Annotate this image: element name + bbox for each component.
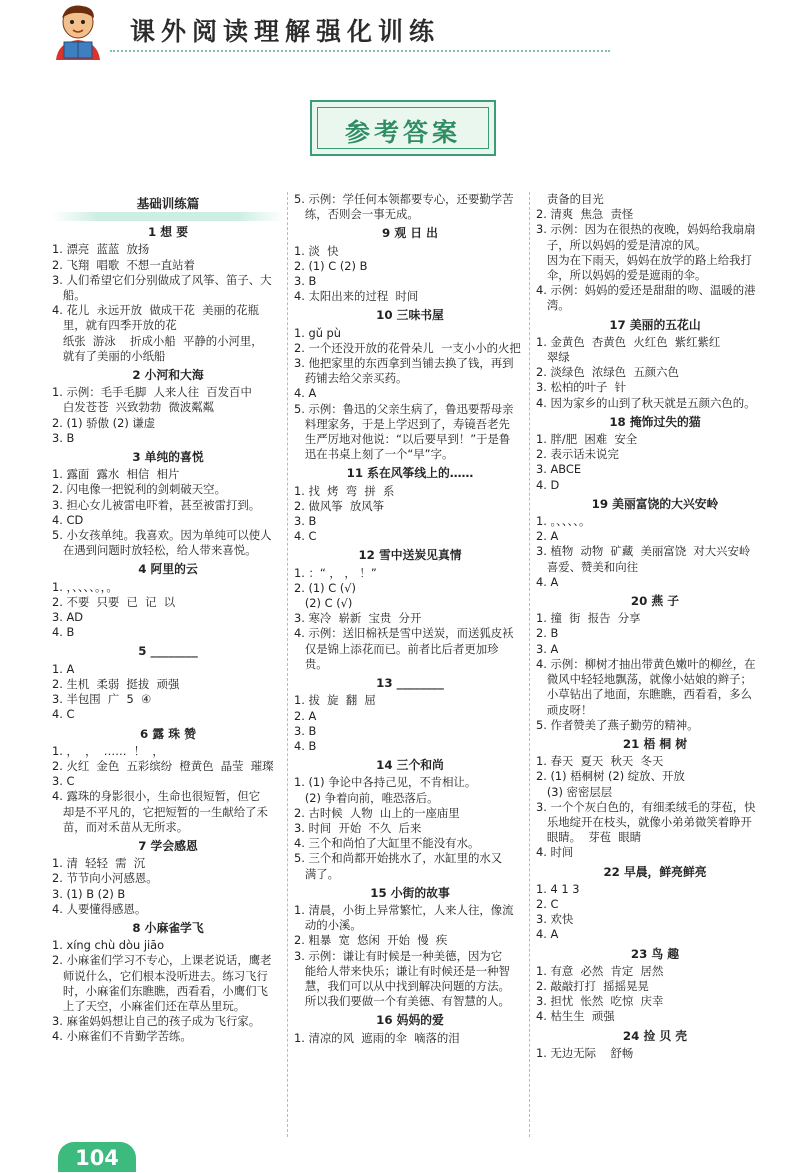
answer-line: 1. 有意 必然 肯定 居然 (536, 963, 664, 978)
answer-line: 4. CD (52, 512, 84, 527)
answer-line: 5. 示例：鲁迅的父亲生病了，鲁迅要帮母亲 (294, 401, 514, 416)
lesson-heading: 24 捡 贝 壳 (622, 1028, 688, 1043)
lesson-heading: 8 小麻雀学飞 (132, 920, 204, 935)
answer-line: 2. 敲敲打打 摇摇晃晃 (536, 978, 649, 993)
answer-line: 2. 生机 柔弱 挺拔 顽强 (52, 676, 180, 691)
lesson-heading: 11 系在风筝线上的…… (346, 466, 474, 481)
answer-line: 1. 金黄色 杏黄色 火红色 紫红紫红 (536, 334, 721, 349)
answer-line: 料理家务，于是上学迟到了，寿镜吾老先 (294, 416, 510, 431)
answer-line: 2. (1) 梧桐树 (2) 绽放、开放 (536, 769, 685, 784)
lesson-heading: 21 梧 桐 树 (622, 736, 688, 751)
answer-line: 2. 淡绿色 浓绿色 五颜六色 (536, 365, 679, 380)
lesson-heading: 7 学会感恩 (138, 838, 198, 853)
answer-line: 师说什么，它们根本没听进去。练习飞行 (52, 968, 268, 983)
answer-line: 船。 (52, 288, 86, 303)
answer-line: 4. 太阳出来的过程 时间 (294, 289, 419, 304)
answer-line: 4. A (536, 927, 559, 942)
answer-line: 药铺去给父亲买药。 (294, 371, 408, 386)
answer-line: (2) 争着向前，唯恐落后。 (294, 790, 439, 805)
answer-line: 贵。 (294, 656, 328, 671)
answer-line: 2. C (536, 896, 559, 911)
answer-line: 2. 飞翔 唱歌 不想一直站着 (52, 257, 195, 272)
lesson-heading: 17 美丽的五花山 (609, 317, 701, 332)
answer-line: 1. (1) 争论中各持己见，不肯相让。 (294, 775, 477, 790)
lesson-heading: 9 观 日 出 (382, 226, 438, 241)
answer-line: 2. 表示话未说完 (536, 447, 619, 462)
answer-line: 纸张 游泳 折成小船 平静的小河里， (52, 333, 263, 348)
answer-line: 上了天空，小麻雀们还在草丛里玩。 (52, 998, 246, 1013)
answer-line: 3. 麻雀妈妈想让自己的孩子成为飞行家。 (52, 1014, 261, 1029)
answer-line: 1. 无边无际 舒畅 (536, 1045, 634, 1060)
lesson-heading: 20 燕 子 (630, 594, 680, 609)
answer-line: 5. 三个和尚都开始挑水了，水缸里的水又 (294, 851, 503, 866)
answer-line: 2. 清爽 焦急 责怪 (536, 207, 634, 222)
answer-line: 却是不平凡的，它把短暂的一生献给了禾 (52, 804, 268, 819)
answer-line: 3. A (536, 641, 559, 656)
answer-line: 3. (1) B (2) B (52, 886, 126, 901)
answer-line: 3. 植物 动物 矿藏 美丽富饶 对大兴安岭 (536, 544, 751, 559)
answer-line: 3. B (294, 274, 317, 289)
answer-line: 1. 露面 露水 相信 相片 (52, 467, 180, 482)
answer-line: 3. 示例：谦让有时候是一种美德，因为它 (294, 948, 503, 963)
lesson-heading: 12 雪中送炭见真情 (358, 548, 462, 563)
answer-line: 迅在书桌上刻了一个“早”字。 (294, 447, 454, 462)
answer-line: 2. 不要 只要 已 记 以 (52, 594, 176, 609)
answer-line: 2. 粗暴 宽 悠闲 开始 慢 疾 (294, 933, 448, 948)
answer-column-1 (52, 192, 284, 1045)
answer-line: 1. 拔 旋 翻 屈 (294, 693, 376, 708)
answer-line: 动的小溪。 (294, 918, 362, 933)
answer-line: 2. B (536, 626, 559, 641)
answer-line: 4. 因为家乡的山到了秋天就是五颜六色的。 (536, 395, 756, 410)
answer-line: 1. 。、、、、。 (536, 514, 591, 529)
lesson-heading: 2 小河和大海 (132, 368, 204, 383)
answer-line: 1. 示例：毛手毛脚 人来人往 百发百中 (52, 385, 252, 400)
lesson-heading: 13 ________ (376, 676, 444, 691)
answer-line: 1. ：“ ， ， ！” (294, 565, 377, 580)
answer-line: 3. AD (52, 610, 84, 625)
answer-line: 4. C (294, 529, 317, 544)
answer-line: 里，就有四季开放的花 (52, 318, 177, 333)
answer-line: 2. (1) 骄傲 (2) 谦虚 (52, 415, 156, 430)
answer-line: 4. 小麻雀们不肯勤学苦练。 (52, 1029, 192, 1044)
page-header (0, 0, 790, 70)
answer-line: 满了。 (294, 866, 340, 881)
answer-line: 在遇到问题时放轻松，给人带来喜悦。 (52, 543, 257, 558)
answer-line: 2. 闪电像一把锐利的剑刺破天空。 (52, 482, 226, 497)
answer-line: 1. 清晨，小街上异常繁忙，人来人往，像流 (294, 902, 514, 917)
answer-line: 4. A (294, 386, 317, 401)
answer-line: 3. B (52, 430, 75, 445)
page-number: 104 (75, 1146, 119, 1170)
answer-line: 1. 4 1 3 (536, 881, 580, 896)
answer-line: 4. 人要懂得感恩。 (52, 901, 147, 916)
answer-line: 2. (1) C (√) (294, 580, 356, 595)
answer-line: 4. 花儿 永远开放 做成干花 美丽的花瓶 (52, 303, 260, 318)
answer-line: 4. D (536, 477, 560, 492)
answer-line: 眼睛。 芽苞 眼睛 (536, 830, 642, 845)
answer-line: 苗，而对禾苗从无所求。 (52, 819, 189, 834)
answer-line: 2. 一个还没开放的花骨朵儿 一支小小的火把 (294, 340, 521, 355)
lesson-heading: 18 掩饰过失的猫 (609, 414, 701, 429)
answer-line: 2. (1) C (2) B (294, 258, 368, 273)
answer-line: 1. A (52, 661, 75, 676)
part-heading: 基础训练篇 (52, 196, 284, 221)
answer-line: 仅是锦上添花而已。前者比后者更加珍 (294, 641, 499, 656)
answer-line: 1. ，、、、、。，。 (52, 579, 118, 594)
answer-line: 微风中轻轻地飘荡，就像小姑娘的辫子； (536, 672, 752, 687)
answer-line: 5. 小女孩单纯。我喜欢。因为单纯可以使人 (52, 528, 272, 543)
answer-line: 2. 节节向小河感恩。 (52, 871, 158, 886)
answer-line: 1. 春天 夏天 秋天 冬天 (536, 754, 664, 769)
answer-line: 小草钻出了地面，东瞧瞧，西看看，多么 (536, 687, 752, 702)
lesson-heading: 22 早晨，鲜亮鲜亮 (603, 864, 707, 879)
answer-line: 乐地绽开在枝头，就像小弟弟微笑着睁开 (536, 814, 752, 829)
answer-line: 1. 淡 快 (294, 243, 339, 258)
answer-line: (2) C (√) (294, 596, 353, 611)
answer-line: 3. B (294, 723, 317, 738)
answer-line: 练，否则会一事无成。 (294, 207, 419, 222)
lesson-heading: 1 想 要 (147, 225, 189, 240)
lesson-heading: 23 鸟 趣 (630, 946, 680, 961)
lesson-heading: 14 三个和尚 (376, 758, 444, 773)
answer-line: 4. C (52, 707, 75, 722)
column-divider-2 (529, 192, 530, 1137)
answer-line: 4. A (536, 574, 559, 589)
answer-line: 4. 示例：送旧棉袄是雪中送炭，而送狐皮袄 (294, 626, 514, 641)
answer-line: 责备的目光 (536, 192, 604, 206)
answer-line: 2. 古时候 人物 山上的一座庙里 (294, 805, 460, 820)
answer-line: (3) 密密层层 (536, 784, 613, 799)
answer-line: 4. 示例：妈妈的爱还是甜甜的吻、温暖的港 (536, 283, 756, 298)
banner-title: 参考答案 (344, 118, 461, 147)
answer-line: 1. 清 轻轻 需 沉 (52, 856, 146, 871)
answer-line: 白发苍苍 兴致勃勃 微波粼粼 (52, 400, 215, 415)
answer-line: 2. A (294, 708, 317, 723)
answer-line: 就有了美丽的小纸船 (52, 348, 166, 363)
answer-line: 4. B (294, 738, 317, 753)
answer-line: 时，小麻雀们东瞧瞧，西看看，小鹰们飞 (52, 983, 268, 998)
reading-boy-icon (48, 2, 108, 60)
answer-line: 喜爱、赞美和向往 (536, 559, 638, 574)
lesson-heading: 16 妈妈的爱 (376, 1013, 444, 1028)
lesson-heading: 15 小街的故事 (370, 885, 450, 900)
answer-line: 伞，所以妈妈的爱是遮雨的伞。 (536, 268, 707, 283)
answer-line: 1. gǔ pù (294, 325, 342, 340)
answer-line: 能给人带来快乐；谦让有时候还是一种智 (294, 963, 510, 978)
answer-line: 1. 找 烤 弯 拼 系 (294, 483, 395, 498)
answer-line: 4. 时间 (536, 845, 574, 860)
answer-line: 顽皮呀！ (536, 702, 593, 717)
answer-line: 3. C (52, 774, 75, 789)
header-rule (110, 50, 610, 52)
answer-line: 3. 寒冷 崭新 宝贵 分开 (294, 611, 422, 626)
answer-line: 1. 胖/肥 困难 安全 (536, 432, 638, 447)
answer-column-3 (536, 192, 774, 1061)
lesson-heading: 3 单纯的喜悦 (132, 450, 204, 465)
answer-line: 3. 时间 开始 不久 后来 (294, 820, 422, 835)
answer-line: 4. 示例：柳树才抽出带黄色嫩叶的柳丝，在 (536, 656, 756, 671)
answer-line: 1. xíng chù dòu jiāo (52, 938, 165, 953)
answer-key-banner (310, 100, 496, 156)
answer-line: 3. 示例：因为在很热的夜晚，妈妈给我扇扇 (536, 222, 756, 237)
answer-line: 1. ， ， …… ！ ， (52, 743, 164, 758)
answer-line: 2. 做风筝 放风筝 (294, 498, 385, 513)
answer-line: 5. 作者赞美了燕子勤劳的精神。 (536, 717, 699, 732)
answer-line: 5. 示例：学任何本领都要专心，还要勤学苦 (294, 192, 514, 206)
answer-line: 3. 他把家里的东西拿到当铺去换了钱，再到 (294, 356, 514, 371)
answer-line: 所以我们要做一个有美德、有智慧的人。 (294, 994, 510, 1009)
answer-line: 1. 清凉的风 遮雨的伞 嘀落的泪 (294, 1030, 460, 1045)
answer-line: 湾。 (536, 298, 570, 313)
lesson-heading: 6 露 珠 赞 (140, 726, 196, 741)
answer-line: 翠绿 (536, 350, 570, 365)
answer-line: 1. 漂亮 蓝蓝 放扬 (52, 242, 150, 257)
column-divider-1 (287, 192, 288, 1137)
answer-line: 子，所以妈妈的爱是清凉的风。 (536, 237, 707, 252)
lesson-heading: 5 ________ (138, 644, 198, 659)
answer-line: 3. 担心女儿被雷电吓着，甚至被雷打到。 (52, 497, 261, 512)
answer-line: 3. 半包围 广 5 ④ (52, 692, 152, 707)
answer-line: 慧，我们可以从中找到解决问题的方法。 (294, 978, 510, 993)
answer-line: 2. A (536, 529, 559, 544)
answer-line: 3. ABCE (536, 462, 582, 477)
answer-line: 4. 三个和尚怕了大缸里不能没有水。 (294, 836, 480, 851)
answer-line: 生严厉地对他说：“以后要早到！”于是鲁 (294, 432, 511, 447)
answer-line: 4. B (52, 625, 75, 640)
answer-line: 因为在下雨天，妈妈在放学的路上给我打 (536, 252, 752, 267)
answer-line: 4. 露珠的身影很小，生命也很短暂，但它 (52, 789, 261, 804)
answer-column-2 (294, 192, 526, 1046)
answer-line: 3. 欢快 (536, 912, 574, 927)
lesson-heading: 19 美丽富饶的大兴安岭 (591, 496, 719, 511)
answer-line: 1. 撞 街 报告 分享 (536, 611, 641, 626)
answer-line: 3. 松柏的叶子 针 (536, 380, 627, 395)
page-number-badge (58, 1140, 136, 1172)
lesson-heading: 4 阿里的云 (138, 562, 198, 577)
answer-line: 3. B (294, 514, 317, 529)
answer-line: 2. 火红 金色 五彩缤纷 橙黄色 晶莹 璀璨 (52, 758, 274, 773)
answer-line: 4. 枯生生 顽强 (536, 1009, 615, 1024)
answer-line: 2. 小麻雀们学习不专心，上课老说话，鹰老 (52, 953, 272, 968)
answer-line: 3. 人们希望它们分别做成了风筝、笛子、大 (52, 272, 272, 287)
lesson-heading: 10 三味书屋 (376, 308, 444, 323)
answer-line: 3. 一个个灰白色的，有细柔绒毛的芽苞，快 (536, 799, 756, 814)
header-title: 课外阅读理解强化训练 (130, 17, 441, 46)
answer-line: 3. 担忧 怅然 吃惊 庆幸 (536, 994, 664, 1009)
